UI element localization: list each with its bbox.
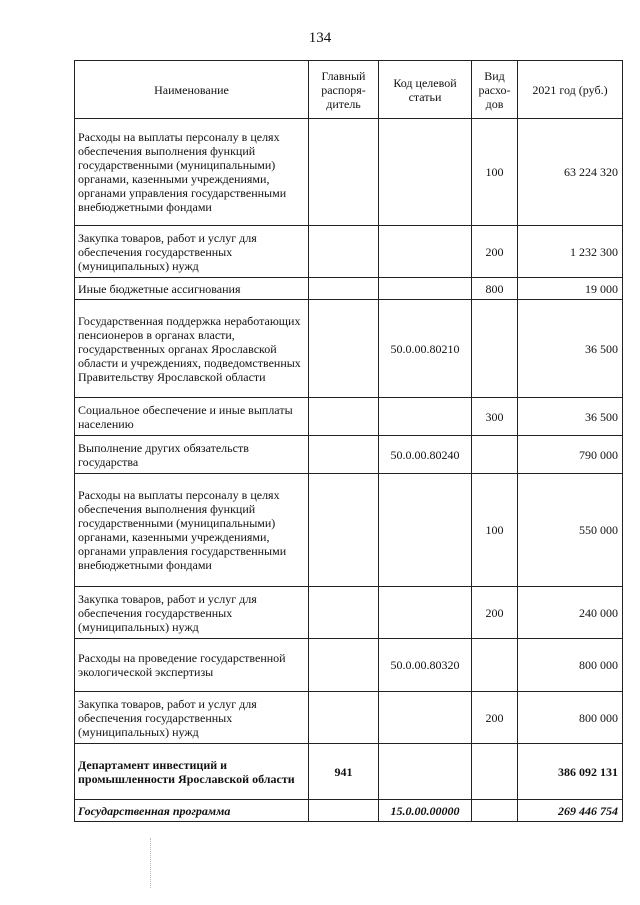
- cell-amount: 1 232 300: [518, 226, 623, 278]
- table-row: [75, 300, 623, 398]
- cell-admin: [309, 800, 379, 822]
- table-row: [75, 692, 623, 744]
- cell-code: [379, 278, 472, 300]
- cell-code: 15.0.00.00000: [379, 800, 472, 822]
- table-row: [75, 474, 623, 587]
- cell-name: Закупка товаров, работ и услуг для обеспечения государственных (муниципальных) нужд: [75, 692, 309, 744]
- table-row: [75, 800, 623, 822]
- cell-code: 50.0.00.80210: [379, 300, 472, 398]
- header-admin: Главный распоря-дитель: [309, 61, 379, 119]
- cell-name: Расходы на проведение государственной экологической экспертизы: [75, 639, 309, 692]
- cell-name: Расходы на выплаты персоналу в целях обеспечения выполнения функций государственными (муниципальными) органами, казенными учреждениями, органами управления государственными внебюджетными фондами: [75, 474, 309, 587]
- cell-name: Выполнение других обязательств государства: [75, 436, 309, 474]
- cell-type: [472, 639, 518, 692]
- cell-type: 100: [472, 474, 518, 587]
- cell-amount: 269 446 754: [518, 800, 623, 822]
- cell-amount: 790 000: [518, 436, 623, 474]
- page-number: 134: [308, 30, 332, 46]
- cell-amount: 240 000: [518, 587, 623, 639]
- cell-code: [379, 692, 472, 744]
- scan-artifact: [150, 838, 152, 888]
- cell-amount: 800 000: [518, 692, 623, 744]
- cell-type: 200: [472, 226, 518, 278]
- budget-table: [74, 60, 623, 822]
- cell-code: [379, 587, 472, 639]
- cell-admin: [309, 226, 379, 278]
- cell-type: [472, 800, 518, 822]
- table-row: [75, 278, 623, 300]
- cell-code: [379, 744, 472, 800]
- cell-amount: 19 000: [518, 278, 623, 300]
- cell-admin: [309, 587, 379, 639]
- cell-name: Расходы на выплаты персоналу в целях обеспечения выполнения функций государственными (муниципальными) органами, казенными учреждениями, органами управления государственными внебюджетными фондами: [75, 119, 309, 226]
- cell-type: 300: [472, 398, 518, 436]
- cell-amount: 386 092 131: [518, 744, 623, 800]
- cell-amount: 800 000: [518, 639, 623, 692]
- cell-type: 100: [472, 119, 518, 226]
- cell-name: Департамент инвестиций и промышленности Ярославской области: [75, 744, 309, 800]
- table-row: [75, 639, 623, 692]
- cell-name: Закупка товаров, работ и услуг для обеспечения государственных (муниципальных) нужд: [75, 587, 309, 639]
- cell-admin: [309, 436, 379, 474]
- cell-admin: [309, 398, 379, 436]
- table-row: [75, 436, 623, 474]
- cell-amount: 36 500: [518, 300, 623, 398]
- cell-admin: [309, 278, 379, 300]
- cell-name: Государственная поддержка неработающих пенсионеров в органах власти, государственных органах Ярославской области и учреждениях, подведомственных Правительству Ярославской области: [75, 300, 309, 398]
- cell-type: [472, 300, 518, 398]
- cell-admin: [309, 474, 379, 587]
- cell-name: Закупка товаров, работ и услуг для обеспечения государственных (муниципальных) нужд: [75, 226, 309, 278]
- cell-code: [379, 474, 472, 587]
- cell-admin: [309, 119, 379, 226]
- table-row: [75, 119, 623, 226]
- cell-admin: [309, 692, 379, 744]
- header-name: Наименование: [75, 61, 309, 119]
- cell-admin: [309, 639, 379, 692]
- cell-code: 50.0.00.80320: [379, 639, 472, 692]
- cell-type: 200: [472, 692, 518, 744]
- table-header-row: [75, 61, 623, 119]
- cell-type: 200: [472, 587, 518, 639]
- cell-name: Иные бюджетные ассигнования: [75, 278, 309, 300]
- header-code: Код целевой статьи: [379, 61, 472, 119]
- table-body: [75, 119, 623, 822]
- cell-admin: [309, 300, 379, 398]
- header-amount: 2021 год (руб.): [518, 61, 623, 119]
- cell-code: 50.0.00.80240: [379, 436, 472, 474]
- cell-code: [379, 226, 472, 278]
- table-row: [75, 744, 623, 800]
- cell-code: [379, 398, 472, 436]
- cell-amount: 36 500: [518, 398, 623, 436]
- cell-amount: 63 224 320: [518, 119, 623, 226]
- cell-code: [379, 119, 472, 226]
- cell-amount: 550 000: [518, 474, 623, 587]
- table-row: [75, 587, 623, 639]
- cell-name: Социальное обеспечение и иные выплаты населению: [75, 398, 309, 436]
- cell-type: [472, 744, 518, 800]
- table-row: [75, 226, 623, 278]
- cell-type: [472, 436, 518, 474]
- cell-name: Государственная программа: [75, 800, 309, 822]
- table-row: [75, 398, 623, 436]
- cell-type: 800: [472, 278, 518, 300]
- cell-admin: 941: [309, 744, 379, 800]
- header-type: Вид расхо-дов: [472, 61, 518, 119]
